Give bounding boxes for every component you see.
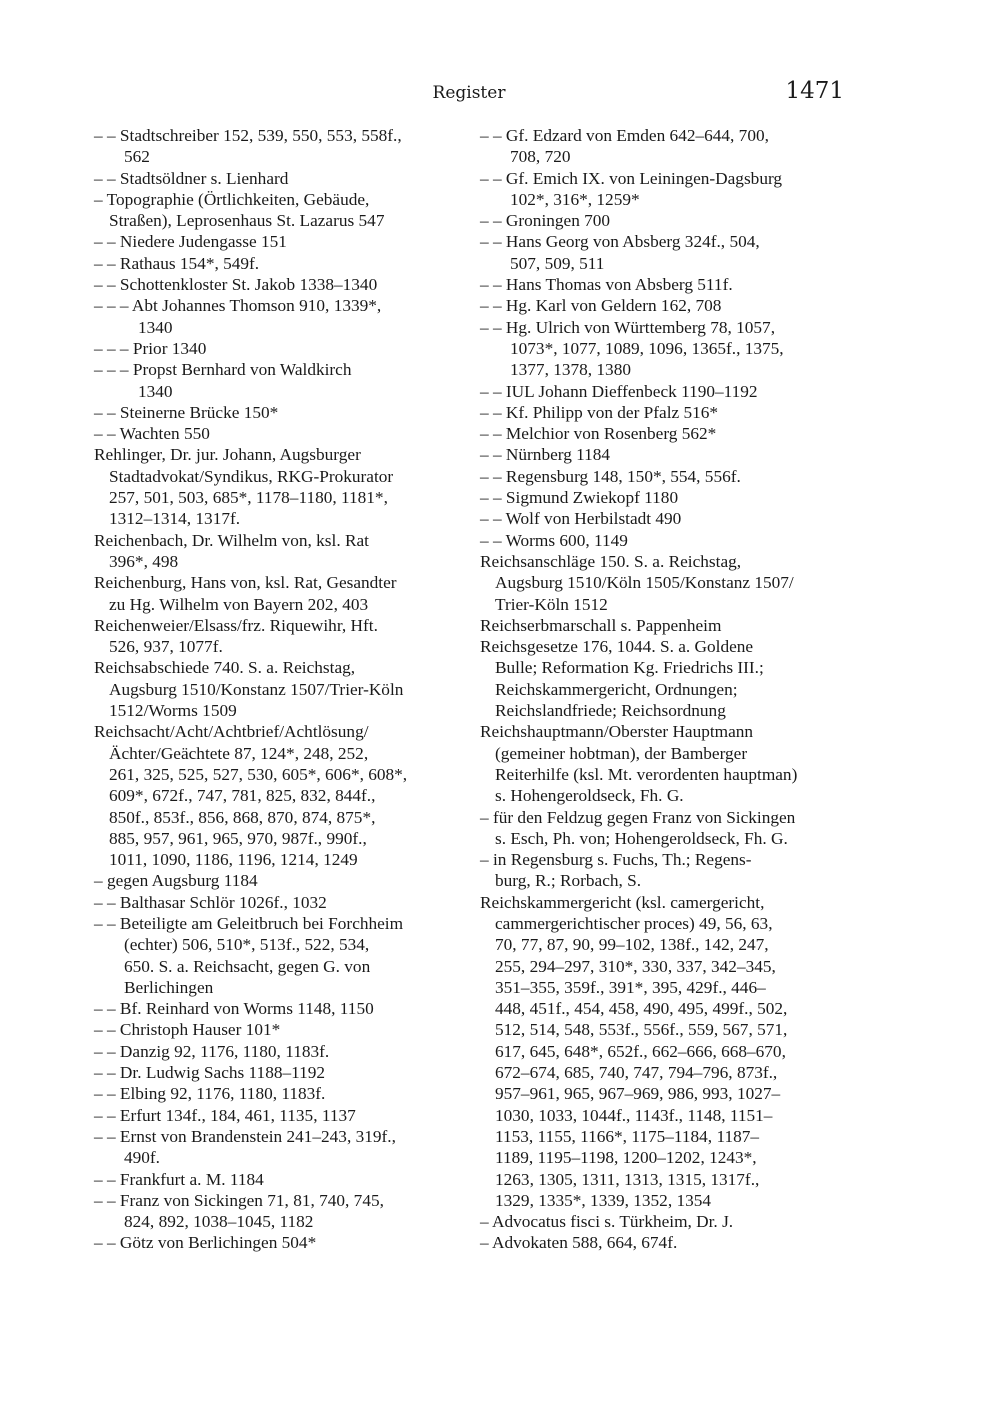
index-line: – – Balthasar Schlör 1026f., 1032 xyxy=(94,892,327,912)
index-line: Straßen), Leprosenhaus St. Lazarus 547 xyxy=(109,211,385,231)
index-line: – in Regensburg s. Fuchs, Th.; Regens- xyxy=(480,850,752,870)
index-line: – – Gf. Edzard von Emden 642–644, 700, xyxy=(480,126,769,145)
index-line: 850f., 853f., 856, 868, 870, 874, 875*, xyxy=(109,807,376,827)
index-line: cammergerichtischer proces) 49, 56, 63, xyxy=(495,913,773,933)
index-line: 1329, 1335*, 1339, 1352, 1354 xyxy=(495,1190,712,1210)
index-line: Reichsgesetze 176, 1044. S. a. Goldene xyxy=(480,637,754,657)
index-line: 562 xyxy=(124,147,150,167)
index-line: – – Franz von Sickingen 71, 81, 740, 745, xyxy=(94,1190,384,1210)
index-line: Reichskammergericht (ksl. camergericht, xyxy=(480,892,765,912)
page-header xyxy=(94,80,844,106)
index-line: – – Beteiligte am Geleitbruch bei Forchheim xyxy=(94,913,404,933)
index-line: – Advokaten 588, 664, 674f. xyxy=(480,1233,678,1253)
running-title: Register xyxy=(432,83,506,103)
index-line: s. Esch, Ph. von; Hohengeroldseck, Fh. G. xyxy=(495,828,788,848)
index-line: – – Stadtschreiber 152, 539, 550, 553, 558f., xyxy=(94,126,402,145)
index-line: 1263, 1305, 1311, 1313, 1315, 1317f., xyxy=(495,1169,760,1189)
index-line: 1340 xyxy=(138,381,173,401)
index-line: 1011, 1090, 1186, 1196, 1214, 1249 xyxy=(109,850,358,870)
index-line: – – Steinerne Brücke 150* xyxy=(94,402,279,422)
index-line: Reichslandfriede; Reichsordnung xyxy=(495,701,726,721)
index-line: burg, R.; Rorbach, S. xyxy=(495,871,642,891)
index-line: Augsburg 1510/Konstanz 1507/Trier-Köln xyxy=(109,679,404,699)
index-line: Reichsanschläge 150. S. a. Reichstag, xyxy=(480,551,742,571)
index-line: – – Stadtsöldner s. Lienhard xyxy=(94,168,289,188)
left-index-column xyxy=(94,125,469,1254)
index-line: – – Sigmund Zwiekopf 1180 xyxy=(480,488,679,508)
index-line: Reichskammergericht, Ordnungen; xyxy=(495,679,738,699)
index-line: 708, 720 xyxy=(510,147,571,167)
index-line: Reiterhilfe (ksl. Mt. verordenten hauptman) xyxy=(495,764,798,784)
index-line: 448, 451f., 454, 458, 490, 495, 499f., 502, xyxy=(495,999,788,1019)
index-line: – – Schottenkloster St. Jakob 1338–1340 xyxy=(94,275,378,295)
index-line: – – Elbing 92, 1176, 1180, 1183f. xyxy=(94,1084,326,1104)
index-line: 1340 xyxy=(138,317,173,337)
index-line: – – IUL Johann Dieffenbeck 1190–1192 xyxy=(480,381,758,401)
index-line: zu Hg. Wilhelm von Bayern 202, 403 xyxy=(109,594,369,614)
index-line: – – Melchior von Rosenberg 562* xyxy=(480,424,717,444)
index-line: 526, 937, 1077f. xyxy=(109,637,223,657)
index-line: – – Niedere Judengasse 151 xyxy=(94,232,287,252)
index-line: Bulle; Reformation Kg. Friedrichs III.; xyxy=(495,658,764,678)
index-line: – – – Abt Johannes Thomson 910, 1339*, xyxy=(94,296,382,316)
index-line: – – Nürnberg 1184 xyxy=(480,445,611,465)
index-line: 261, 325, 525, 527, 530, 605*, 606*, 608*, xyxy=(109,764,408,784)
index-line: – – Regensburg 148, 150*, 554, 556f. xyxy=(480,466,741,486)
index-line: Rehlinger, Dr. jur. Johann, Augsburger xyxy=(94,445,361,465)
index-line: – – Hans Georg von Absberg 324f., 504, xyxy=(480,232,760,252)
index-line: – – Rathaus 154*, 549f. xyxy=(94,253,260,273)
index-line: – Advocatus fisci s. Türkheim, Dr. J. xyxy=(480,1212,734,1232)
index-line: – – Hans Thomas von Absberg 511f. xyxy=(480,275,733,295)
index-line: Stadtadvokat/Syndikus, RKG-Prokurator xyxy=(109,466,394,486)
index-line: – – Christoph Hauser 101* xyxy=(94,1020,281,1040)
index-line: – für den Feldzug gegen Franz von Sickingen xyxy=(480,807,796,827)
index-line: 255, 294–297, 310*, 330, 337, 342–345, xyxy=(495,956,776,976)
index-line: – – Hg. Ulrich von Württemberg 78, 1057, xyxy=(480,317,776,337)
index-line: 609*, 672f., 747, 781, 825, 832, 844f., xyxy=(109,786,376,806)
index-line: 672–674, 685, 740, 747, 794–796, 873f., xyxy=(495,1063,778,1083)
index-line: Ächter/Geächtete 87, 124*, 248, 252, xyxy=(109,743,369,763)
index-line: s. Hohengeroldseck, Fh. G. xyxy=(495,786,684,806)
index-line: – – Bf. Reinhard von Worms 1148, 1150 xyxy=(94,999,374,1019)
index-line: 650. S. a. Reichsacht, gegen G. von xyxy=(124,956,371,976)
index-line: 1030, 1033, 1044f., 1143f., 1148, 1151– xyxy=(495,1105,773,1125)
index-line: – – Frankfurt a. M. 1184 xyxy=(94,1169,264,1189)
index-line: 396*, 498 xyxy=(109,551,179,571)
index-line: 351–355, 359f., 391*, 395, 429f., 446– xyxy=(495,977,766,997)
index-line: 1512/Worms 1509 xyxy=(109,701,237,721)
index-line: – – Dr. Ludwig Sachs 1188–1192 xyxy=(94,1063,326,1083)
index-line: Reichsacht/Acht/Achtbrief/Achtlösung/ xyxy=(94,722,369,742)
index-line: Augsburg 1510/Köln 1505/Konstanz 1507/ xyxy=(495,573,794,593)
index-line: 507, 509, 511 xyxy=(510,253,605,273)
index-line: – – Kf. Philipp von der Pfalz 516* xyxy=(480,402,719,422)
index-line: 1312–1314, 1317f. xyxy=(109,509,241,529)
index-line: Trier-Köln 1512 xyxy=(495,594,608,614)
index-line: 257, 501, 503, 685*, 1178–1180, 1181*, xyxy=(109,488,388,508)
index-line: 1153, 1155, 1166*, 1175–1184, 1187– xyxy=(495,1126,760,1146)
index-line: – – Ernst von Brandenstein 241–243, 319f., xyxy=(94,1126,396,1146)
index-line: 1189, 1195–1198, 1200–1202, 1243*, xyxy=(495,1148,757,1168)
index-line: 512, 514, 548, 553f., 556f., 559, 567, 571, xyxy=(495,1020,788,1040)
index-line: (gemeiner hobtman), der Bamberger xyxy=(495,743,748,763)
index-line: 1377, 1378, 1380 xyxy=(510,360,631,380)
index-line: – – Erfurt 134f., 184, 461, 1135, 1137 xyxy=(94,1105,356,1125)
index-line: – – Gf. Emich IX. von Leiningen-Dagsburg xyxy=(480,168,783,188)
index-line: 957–961, 965, 967–969, 986, 993, 1027– xyxy=(495,1084,781,1104)
index-line: – – Wachten 550 xyxy=(94,424,210,444)
index-line: Reichenburg, Hans von, ksl. Rat, Gesandter xyxy=(94,573,397,593)
index-line: (echter) 506, 510*, 513f., 522, 534, xyxy=(124,935,370,955)
index-line: Reichshauptmann/Oberster Hauptmann xyxy=(480,722,754,742)
index-line: Reichsabschiede 740. S. a. Reichstag, xyxy=(94,658,356,678)
index-line: Berlichingen xyxy=(124,977,214,997)
index-line: Reichserbmarschall s. Pappenheim xyxy=(480,615,722,635)
index-line: – – – Propst Bernhard von Waldkirch xyxy=(94,360,352,380)
index-line: – – Danzig 92, 1176, 1180, 1183f. xyxy=(94,1041,330,1061)
index-line: 824, 892, 1038–1045, 1182 xyxy=(124,1212,314,1232)
index-line: 885, 957, 961, 965, 970, 987f., 990f., xyxy=(109,828,367,848)
index-line: – – – Prior 1340 xyxy=(94,338,207,358)
index-line: 490f. xyxy=(124,1148,160,1168)
index-line: – – Hg. Karl von Geldern 162, 708 xyxy=(480,296,722,316)
index-line: 617, 645, 648*, 652f., 662–666, 668–670, xyxy=(495,1041,786,1061)
index-line: – Topographie (Örtlichkeiten, Gebäude, xyxy=(94,189,370,209)
right-index-column xyxy=(480,125,855,1254)
index-line: 70, 77, 87, 90, 99–102, 138f., 142, 247, xyxy=(495,935,769,955)
index-line: – gegen Augsburg 1184 xyxy=(94,871,258,891)
index-line: 102*, 316*, 1259* xyxy=(510,189,640,209)
index-line: – – Götz von Berlichingen 504* xyxy=(94,1233,317,1253)
index-line: Reichenweier/Elsass/frz. Riquewihr, Hft. xyxy=(94,615,378,635)
page-number: 1471 xyxy=(785,78,844,104)
index-line: – – Groningen 700 xyxy=(480,211,611,231)
index-line: 1073*, 1077, 1089, 1096, 1365f., 1375, xyxy=(510,338,784,358)
index-line: Reichenbach, Dr. Wilhelm von, ksl. Rat xyxy=(94,530,369,550)
index-line: – – Wolf von Herbilstadt 490 xyxy=(480,509,682,529)
index-line: – – Worms 600, 1149 xyxy=(480,530,628,550)
